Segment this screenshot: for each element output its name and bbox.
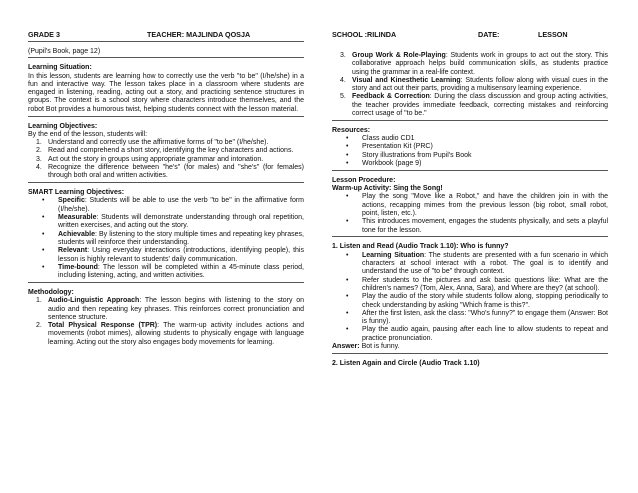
- smart-objectives-list: [28, 197, 304, 280]
- list-item: • Class audio CD1: [346, 135, 415, 143]
- list-item: • Play the audio of the story while students follow along, stopping periodically to check understanding by asking "Which frame is this?".: [346, 293, 608, 309]
- learning-situation-text: In this lesson, students are learning how to correctly use the verb "to be" (I/he/she) in a fun and interactive way. The lesson takes place in a classroom where students are engaged in listening, reading, acting out a story, and practicing sentence structures in groups. The context is a school story where characters introduce themselves, and the robot Bot provides a humorous twist, helping students connect with the lesson material.: [28, 72, 304, 113]
- divider: [332, 170, 608, 171]
- list-item: • Time-bound: The lesson will be completed within a 45-minute class period, including listening, acting, and written activities.: [42, 263, 304, 280]
- list-item: • After the first listen, ask the class: "Who's funny?" to engage them (Answer: Bot is funny).: [346, 309, 608, 326]
- list-item: 1. Audio-Linguistic Approach: The lesson begins with listening to the story on audio and then repeating key phrases. This reinforces correct pronunciation and sentence structure.: [36, 297, 304, 321]
- learning-objectives-intro: By the end of the lesson, students will:: [28, 130, 148, 138]
- list-item: • Measurable: Students will demonstrate understanding through oral repetition, written exercises, and acting out the story.: [42, 214, 304, 230]
- resources-list: [332, 135, 608, 168]
- list-item: 4. Recognize the difference between "he's" (for males) and "she's" (for females) through both oral and written activities.: [36, 164, 304, 180]
- methodology-list: [28, 297, 304, 347]
- lesson-label: LESSON: [538, 30, 568, 39]
- bullet-icon: •: [346, 160, 349, 168]
- listen-read-list: [332, 252, 608, 343]
- bullet-icon: •: [346, 218, 349, 226]
- divider: [28, 57, 304, 58]
- school-label: SCHOOL :RILINDA: [332, 30, 397, 39]
- bullet-icon: •: [346, 293, 349, 301]
- list-item: 2. Total Physical Response (TPR): The warm-up activity includes actions and movements (robot mimes), allowing students to physically engage with language learning. Acting out the story also engages body movements for learning.: [36, 322, 304, 346]
- methodology-title: Methodology:: [28, 288, 74, 296]
- list-item: • Presentation Kit (PRC): [346, 143, 433, 151]
- list-item: 3. Group Work & Role-Playing: Students work in groups to act out the story. This collaborative approach helps build communication skills, as students practice using the grammar in a real-life context.: [340, 52, 609, 76]
- divider: [332, 353, 608, 354]
- list-item: 1. Understand and correctly use the affirmative forms of "to be" (I/he/she).: [36, 139, 269, 147]
- list-item: 2. Read and comprehend a short story, identifying the key characters and actions.: [36, 147, 294, 155]
- date-label: DATE:: [478, 30, 500, 39]
- right-column: [332, 52, 608, 368]
- list-item: • Relevant: Using everyday interactions (introductions, identifying people), this lesson is highly relevant to students' daily communication.: [42, 247, 304, 263]
- list-item: • Learning Situation: The students are presented with a fun scenario in which characters at school interact with a robot. The goal is to identify and understand the use of "to be" through context.: [346, 251, 608, 276]
- listen-circle-title: 2. Listen Again and Circle (Audio Track 1.10): [332, 359, 480, 367]
- resources-title: Resources:: [332, 126, 371, 134]
- divider: [28, 182, 304, 183]
- methodology-list-continued: [332, 52, 608, 118]
- header-divider: [28, 41, 304, 42]
- learning-objectives-title: Learning Objectives:: [28, 122, 98, 130]
- bullet-icon: •: [346, 143, 349, 151]
- bullet-icon: •: [346, 309, 349, 317]
- smart-objectives-title: SMART Learning Objectives:: [28, 189, 125, 197]
- divider: [332, 120, 608, 121]
- pupils-book-ref: (Pupil's Book, page 12): [28, 47, 101, 55]
- list-item: • Achievable: By listening to the story multiple times and repeating key phrases, students will reinforce their understanding.: [42, 230, 304, 246]
- divider: [332, 236, 608, 237]
- bullet-icon: •: [42, 247, 45, 255]
- divider: [28, 116, 304, 117]
- list-item: 3. Act out the story in groups using appropriate grammar and intonation.: [36, 155, 264, 163]
- bullet-icon: •: [42, 263, 45, 271]
- bullet-icon: •: [346, 276, 349, 284]
- list-item: • This introduces movement, engages the students physically, and sets a playful tone for the lesson.: [346, 218, 608, 234]
- listen-read-title: 1. Listen and Read (Audio Track 1.10): Who is funny?: [332, 243, 509, 251]
- list-item: • Workbook (page 9): [346, 160, 422, 168]
- teacher-label: TEACHER: MAJLINDA QOSJA: [147, 30, 251, 39]
- list-item: • Refer students to the pictures and ask basic questions like: What are the children's names? (Tom, Alex, Anna, Sara), and Where are they? (at school).: [346, 276, 608, 292]
- list-item: • Story illustrations from Pupil's Book: [346, 151, 472, 159]
- divider: [28, 282, 304, 283]
- list-item: • Play the audio again, pausing after each line to allow students to repeat and practice pronunciation.: [346, 326, 608, 342]
- lesson-procedure-title: Lesson Procedure:: [332, 176, 396, 184]
- bullet-icon: •: [346, 193, 349, 201]
- warmup-title: Warm-up Activity: Sing the Song!: [332, 185, 443, 193]
- learning-objectives-list: [28, 139, 304, 180]
- warmup-list: [332, 193, 608, 234]
- bullet-icon: •: [346, 326, 349, 334]
- bullet-icon: •: [42, 214, 45, 222]
- answer-line: Answer: Bot is funny.: [332, 343, 400, 350]
- grade-label: GRADE 3: [28, 30, 60, 39]
- bullet-icon: •: [346, 251, 349, 259]
- list-item: • Specific: Students will be able to use the verb "to be" in the affirmative form (I/he/she).: [42, 197, 304, 213]
- list-item: 5. Feedback & Correction: During the class discussion and group acting activities, the teacher provides immediate feedback, correcting mistakes and reinforcing correct usage of "to be.": [340, 93, 608, 118]
- left-column: [28, 39, 304, 347]
- list-item: 4. Visual and Kinesthetic Learning: Students follow along with visual cues in the story and act out their parts, providing a multisensory learning experience.: [340, 76, 608, 93]
- bullet-icon: •: [346, 151, 349, 159]
- bullet-icon: •: [42, 230, 45, 238]
- bullet-icon: •: [42, 197, 45, 205]
- list-item: • Play the song "Move like a Robot," and have the children join in with the actions, recapping mimes from the previous lesson (big robot, small robot, point, listen, etc.).: [346, 193, 608, 218]
- learning-situation-title: Learning Situation:: [28, 64, 92, 72]
- bullet-icon: •: [346, 135, 349, 143]
